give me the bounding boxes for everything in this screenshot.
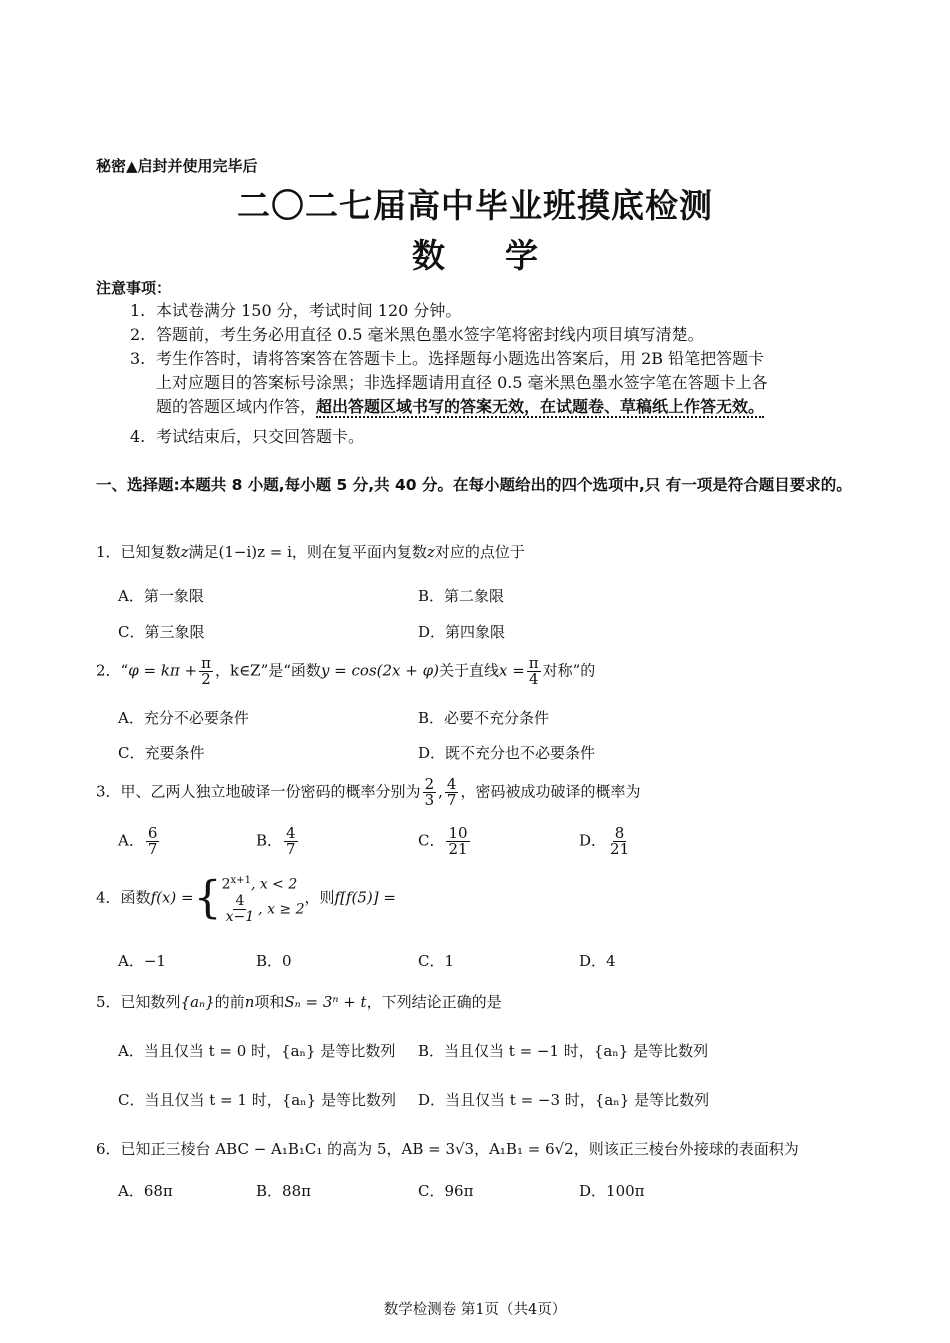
q6-option-d: D．100π (579, 1182, 645, 1200)
q3-option-b: B． $\frac{4}{7}$ (256, 824, 296, 858)
notice-item-1: 1. 本试卷满分 150 分，考试时间 120 分钟。 (130, 301, 462, 320)
q1-option-d: D．第四象限 (418, 623, 506, 641)
notice-item-3-line2: 上对应题目的答案标号涂黑；非选择题请用直径 0.5 毫米黑色墨水签字笔在答题卡上各 (156, 373, 768, 392)
q6-option-c: C．96π (418, 1182, 474, 1200)
page-footer: 数学检测卷 第1页（共4页） (383, 1302, 567, 1318)
question-5: 5．已知数列{aₙ}的前n项和Sₙ = 3ⁿ + t，下列结论正确的是 (96, 993, 502, 1011)
notice-item-4: 4. 考试结束后，只交回答题卡。 (130, 427, 365, 446)
q3-option-d: D． $\frac{8}{21}$ (579, 824, 630, 858)
notice-item-2: 2. 答题前，考生务必用直径 0.5 毫米黑色墨水签字笔将密封线内项目填写清楚。 (130, 325, 704, 344)
question-3: 3．甲、乙两人独立地破译一份密码的概率分别为 $\frac{2}{3}$ , $\frac{4}{7}$ ，密码被成功破译的概率为 (96, 775, 641, 809)
piecewise-cases: $2^{x+1}$, x < 2 $\frac{4}{x-1}$ , x ≥ 2 (221, 875, 305, 925)
q2-option-d: D．既不充分也不必要条件 (418, 744, 596, 762)
q5-option-c: C．当且仅当 t = 1 时，{aₙ} 是等比数列 (118, 1091, 396, 1109)
notice-title: 注意事项： (96, 279, 172, 297)
q2-option-c: C．充要条件 (118, 744, 205, 762)
q1-option-c: C．第三象限 (118, 623, 205, 641)
q4-option-d: D．4 (579, 952, 616, 970)
q3-option-c: C． $\frac{10}{21}$ (418, 824, 468, 858)
q3-option-a: A． $\frac{6}{7}$ (118, 824, 158, 858)
exam-title: 二〇二七届高中毕业班摸底检测 (237, 186, 713, 225)
q5-option-b: B．当且仅当 t = −1 时，{aₙ} 是等比数列 (418, 1042, 709, 1060)
q4-option-c: C．1 (418, 952, 455, 970)
q6-option-b: B．88π (256, 1182, 311, 1200)
section-heading: 一、选择题:本题共 8 小题,每小题 5 分,共 40 分。在每小题给出的四个选项中,只 有一项是符合题目要求的。 (96, 476, 852, 494)
question-6: 6．已知正三棱台 ABC − A₁B₁C₁ 的高为 5，AB = 3√3，A₁B₁ = 6√2，则该正三棱台外接球的表面积为 (96, 1140, 799, 1158)
q5-option-a: A．当且仅当 t = 0 时，{aₙ} 是等比数列 (118, 1042, 396, 1060)
invalid-answer-warning: 超出答题区域书写的答案无效，在试题卷、草稿纸上作答无效。 (316, 397, 765, 416)
question-2: 2．“φ = kπ + $\frac{\pi}{2}$ ，k∈Z”是“函数y = cos(2x + φ)关于直线x = $\frac{\pi}{4}$ 对称”的 (96, 654, 596, 688)
subject-title: 数学 (412, 236, 598, 275)
q2-option-a: A．充分不必要条件 (118, 709, 249, 727)
q4-option-b: B．0 (256, 952, 292, 970)
question-1: 1．已知复数z满足(1−i)z = i，则在复平面内复数z对应的点位于 (96, 543, 525, 561)
piecewise-brace: { (193, 872, 222, 924)
q6-option-a: A．68π (118, 1182, 173, 1200)
q1-option-b: B．第二象限 (418, 587, 505, 605)
q5-option-d: D．当且仅当 t = −3 时，{aₙ} 是等比数列 (418, 1091, 710, 1109)
notice-item-3-line3: 题的答题区域内作答，超出答题区域书写的答案无效，在试题卷、草稿纸上作答无效。 (156, 397, 765, 416)
secret-label: 秘密▲启封并使用完毕后 (96, 157, 258, 175)
q2-option-b: B．必要不充分条件 (418, 709, 550, 727)
question-4: 4．函数f(x) ={ $2^{x+1}$, x < 2 $\frac{4}{x-1}$ , x ≥ 2 ，则f[f(5)] = (96, 872, 396, 925)
q4-option-a: A．−1 (118, 952, 166, 970)
q1-option-a: A．第一象限 (118, 587, 204, 605)
notice-item-3: 3. 考生作答时，请将答案答在答题卡上。选择题每小题选出答案后，用 2B 铅笔把答题卡 (130, 349, 765, 368)
